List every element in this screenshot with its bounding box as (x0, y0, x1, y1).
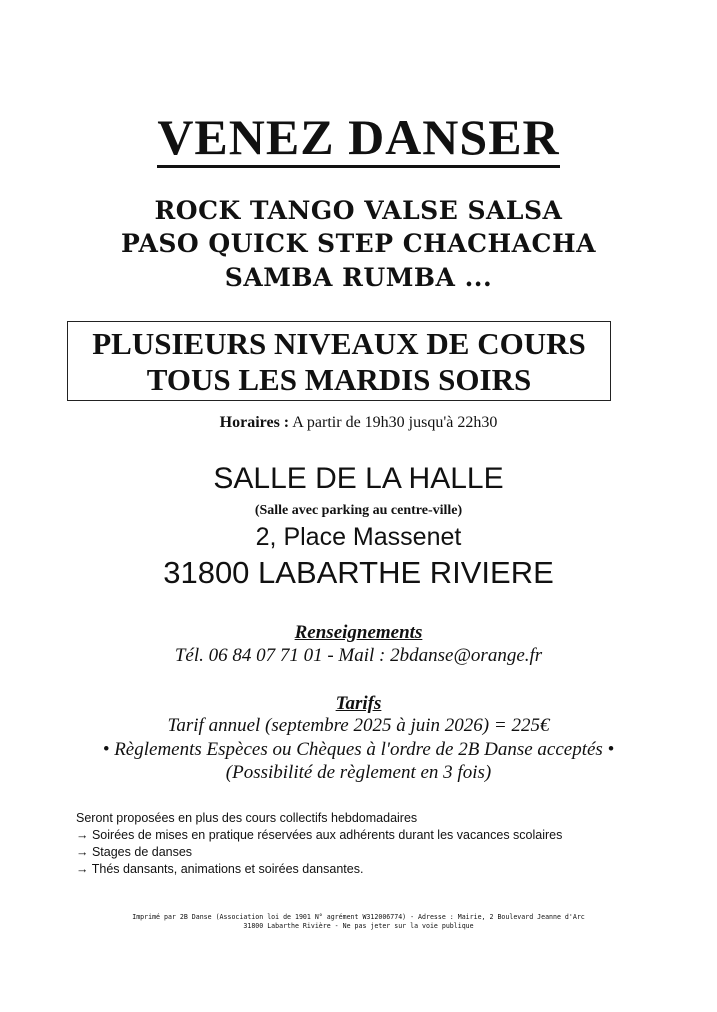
info-heading: Renseignements (294, 622, 423, 643)
schedule (0, 414, 717, 432)
venue-city: 31800 LABARTHE RIVIERE (163, 555, 554, 590)
extras-intro: Seront proposées en plus des cours collectifs hebdomadaires (76, 811, 418, 825)
dance-list-line-2: PASO QUICK STEP CHACHACHA (121, 229, 596, 258)
courses-box (67, 321, 611, 401)
courses-day: TOUS LES MARDIS SOIRS (146, 362, 532, 397)
flyer-title-text: VENEZ DANSER (157, 109, 559, 168)
pricing-payment: • Règlements Espèces ou Chèques à l'ordre de 2B Danse acceptés • (102, 739, 615, 760)
pricing-annual: Tarif annuel (septembre 2025 à juin 2026) = 225€ (167, 715, 550, 736)
list-item: → Soirées de mises en pratique réservées aux adhérents durant les vacances scolaires (76, 828, 563, 842)
list-item: → Stages de danses (76, 845, 193, 859)
flyer-title (0, 108, 717, 168)
list-item: → Thés dansants, animations et soirées dansantes. (76, 862, 364, 876)
extras-list (76, 810, 562, 878)
venue-name: SALLE DE LA HALLE (213, 462, 504, 495)
dance-list-line-3: SAMBA RUMBA ... (224, 263, 493, 292)
pricing-installments: (Possibilité de règlement en 3 fois) (225, 762, 492, 783)
venue-address: 2, Place Massenet (255, 523, 462, 551)
courses-levels: PLUSIEURS NIVEAUX DE COURS (92, 326, 586, 361)
pricing-heading: Tarifs (335, 693, 382, 714)
schedule-label: Horaires : (219, 414, 290, 431)
schedule-text: A partir de 19h30 jusqu'à 22h30 (289, 414, 498, 431)
dance-list-line-1: ROCK TANGO VALSE SALSA (154, 196, 563, 225)
footer-line-2: 31800 Labarthe Rivière - Ne pas jeter sur la voie publique (243, 922, 474, 930)
venue-note: (Salle avec parking au centre-ville) (254, 503, 463, 518)
info-contact: Tél. 06 84 07 71 01 - Mail : 2bdanse@orange.fr (174, 645, 543, 666)
footer-line-1: Imprimé par 2B Danse (Association loi de 1901 N° agrément W312006774) - Adresse : Mairie, 2 Boulevard Jeanne d'Arc (132, 913, 585, 921)
